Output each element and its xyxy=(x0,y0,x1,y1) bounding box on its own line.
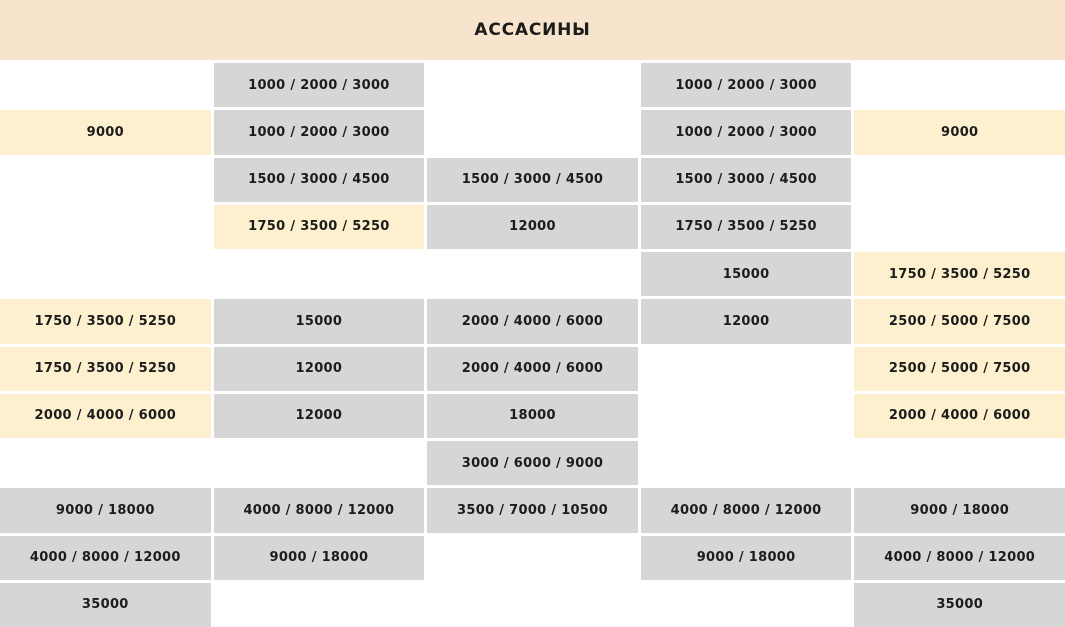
table-cell-r3-c3: 1500 / 3000 / 4500 xyxy=(427,158,638,202)
table-cell-r4-c3: 12000 xyxy=(427,205,638,249)
table-cell-r12-c2 xyxy=(214,583,425,627)
table-cell-r1-c2: 1000 / 2000 / 3000 xyxy=(214,63,425,107)
table-cell-r4-c5 xyxy=(854,205,1065,249)
table-cell-r1-c4: 1000 / 2000 / 3000 xyxy=(641,63,852,107)
table-cell-r6-c3: 2000 / 4000 / 6000 xyxy=(427,299,638,343)
table-cell-r10-c5: 9000 / 18000 xyxy=(854,488,1065,532)
table-cell-r2-c5: 9000 xyxy=(854,110,1065,154)
table-cell-r5-c1 xyxy=(0,252,211,296)
table-title: АССАСИНЫ xyxy=(0,0,1065,60)
table-cell-r7-c3: 2000 / 4000 / 6000 xyxy=(427,347,638,391)
table-cell-r1-c3 xyxy=(427,63,638,107)
table-cell-r10-c3: 3500 / 7000 / 10500 xyxy=(427,488,638,532)
table-cell-r12-c3 xyxy=(427,583,638,627)
table-cell-r9-c5 xyxy=(854,441,1065,485)
table-cell-r9-c3: 3000 / 6000 / 9000 xyxy=(427,441,638,485)
table-cell-r9-c2 xyxy=(214,441,425,485)
table-cell-r4-c2: 1750 / 3500 / 5250 xyxy=(214,205,425,249)
table-cell-r8-c3: 18000 xyxy=(427,394,638,438)
table-cell-r1-c1 xyxy=(0,63,211,107)
table-cell-r10-c2: 4000 / 8000 / 12000 xyxy=(214,488,425,532)
table-cell-r5-c4: 15000 xyxy=(641,252,852,296)
table-cell-r10-c4: 4000 / 8000 / 12000 xyxy=(641,488,852,532)
table-cell-r8-c2: 12000 xyxy=(214,394,425,438)
table-cell-r11-c4: 9000 / 18000 xyxy=(641,536,852,580)
table-cell-r2-c4: 1000 / 2000 / 3000 xyxy=(641,110,852,154)
table-cell-r8-c1: 2000 / 4000 / 6000 xyxy=(0,394,211,438)
table-grid xyxy=(0,63,1065,627)
table-cell-r6-c5: 2500 / 5000 / 7500 xyxy=(854,299,1065,343)
table-cell-r11-c3 xyxy=(427,536,638,580)
table-cell-r8-c5: 2000 / 4000 / 6000 xyxy=(854,394,1065,438)
table-cell-r4-c4: 1750 / 3500 / 5250 xyxy=(641,205,852,249)
table-cell-r9-c4 xyxy=(641,441,852,485)
table-cell-r2-c2: 1000 / 2000 / 3000 xyxy=(214,110,425,154)
table-cell-r2-c3 xyxy=(427,110,638,154)
table-cell-r11-c1: 4000 / 8000 / 12000 xyxy=(0,536,211,580)
table-cell-r6-c4: 12000 xyxy=(641,299,852,343)
table-cell-r9-c1 xyxy=(0,441,211,485)
table-cell-r11-c5: 4000 / 8000 / 12000 xyxy=(854,536,1065,580)
table-cell-r6-c2: 15000 xyxy=(214,299,425,343)
table-cell-r7-c4 xyxy=(641,347,852,391)
table-cell-r10-c1: 9000 / 18000 xyxy=(0,488,211,532)
table-cell-r11-c2: 9000 / 18000 xyxy=(214,536,425,580)
table-cell-r3-c2: 1500 / 3000 / 4500 xyxy=(214,158,425,202)
table-cell-r3-c1 xyxy=(0,158,211,202)
table-cell-r7-c5: 2500 / 5000 / 7500 xyxy=(854,347,1065,391)
table-cell-r1-c5 xyxy=(854,63,1065,107)
table-cell-r5-c2 xyxy=(214,252,425,296)
table-cell-r4-c1 xyxy=(0,205,211,249)
table-cell-r12-c4 xyxy=(641,583,852,627)
table-cell-r12-c1: 35000 xyxy=(0,583,211,627)
table-cell-r8-c4 xyxy=(641,394,852,438)
table-cell-r5-c3 xyxy=(427,252,638,296)
table-cell-r6-c1: 1750 / 3500 / 5250 xyxy=(0,299,211,343)
table-cell-r12-c5: 35000 xyxy=(854,583,1065,627)
table-cell-r5-c5: 1750 / 3500 / 5250 xyxy=(854,252,1065,296)
table-cell-r3-c5 xyxy=(854,158,1065,202)
table-cell-r7-c1: 1750 / 3500 / 5250 xyxy=(0,347,211,391)
table-cell-r2-c1: 9000 xyxy=(0,110,211,154)
table-cell-r3-c4: 1500 / 3000 / 4500 xyxy=(641,158,852,202)
table-cell-r7-c2: 12000 xyxy=(214,347,425,391)
